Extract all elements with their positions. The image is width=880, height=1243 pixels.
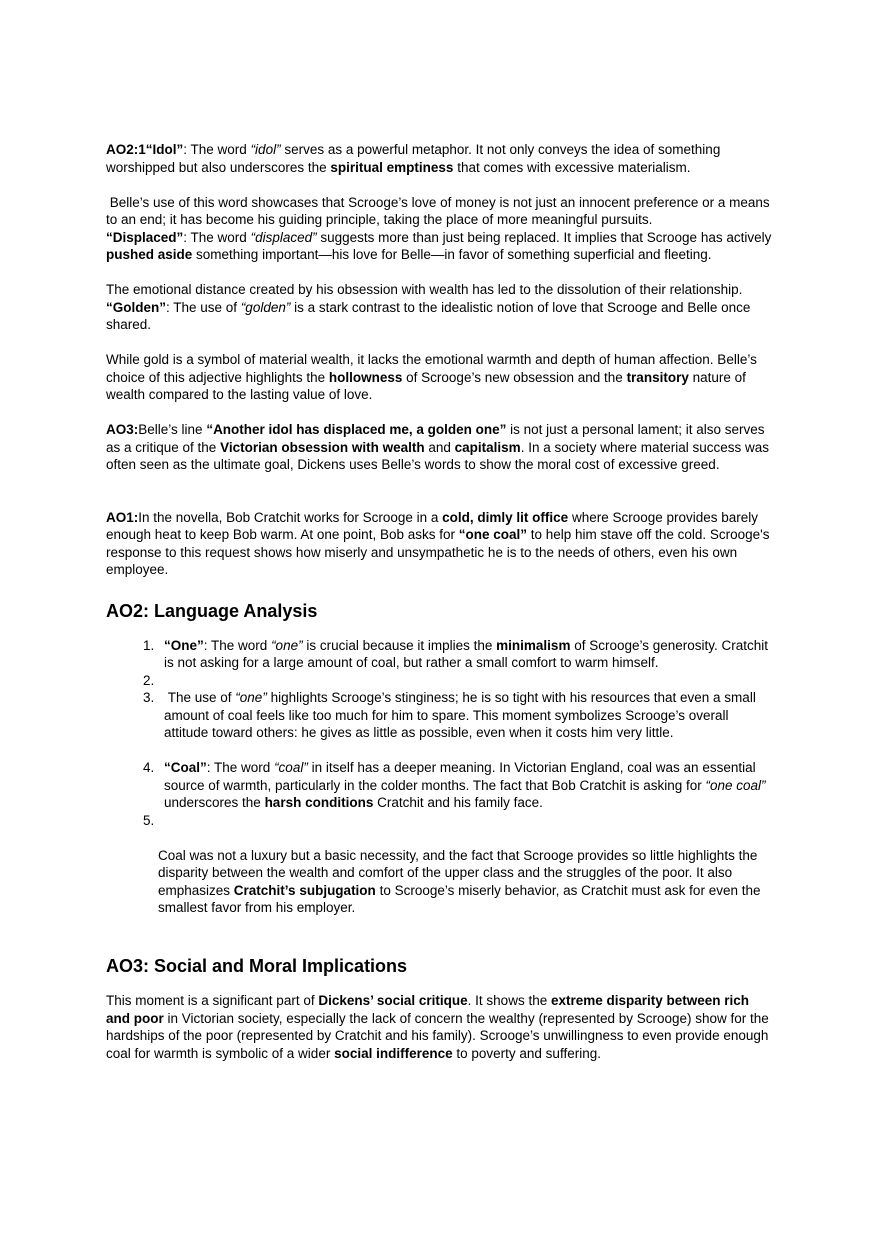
text-run: The emotional distance created by his obsession with wealth has led to the dissolution of their relationship. [106,282,743,297]
paragraph [106,299,775,334]
italic-text-run: “one coal” [705,777,766,793]
text-run: : The word [203,637,272,653]
blank-line [106,264,775,282]
blank-line [106,829,775,847]
text-run: is a stark contrast to the idealistic notion of love that Scrooge and Belle once shared. [106,299,751,332]
bold-text-run: social indifference [334,1045,453,1061]
section-heading: AO3: Social and Moral Implications [106,956,408,976]
blank-line [106,176,775,194]
bold-text-run: cold, dimly lit office [442,509,569,525]
text-run: that comes with excessive materialism. [453,159,691,175]
text-run: Belle’s line [138,422,207,437]
paragraph [106,421,775,474]
bold-text-run: AO2:1“Idol” [106,142,184,157]
text-run: . It shows the [467,993,551,1008]
italic-text-run: “coal” [274,760,308,775]
blank-line [106,491,775,509]
text-run: is not just a personal lament; it also serves as a critique of the [106,422,765,455]
text-run: In the novella, Bob Cratchit works for Scrooge in a [138,509,443,525]
bold-text-run: “one coal” [458,527,527,542]
text-run: This moment is a significant part of [106,993,319,1008]
bold-text-run: “One” [164,637,204,653]
bold-text-run: “Another idol has displaced me, a golden one” [206,422,507,437]
paragraph [106,194,775,229]
text-run: in Victorian society, especially the lack of concern the wealthy (represented by Scrooge) show for the hardships of the poor (represented by Cratchit and his family). Scrooge’s unwillingness to even provide enough coal for warmth is symbolic of a wider [106,1010,769,1061]
bold-text-run: minimalism [496,637,571,653]
text-run: in itself has a deeper meaning. In Victorian England, coal was an essential source of warmth, particularly in the colder months. The fact that Bob Cratchit is asking for [164,760,756,793]
paragraph [106,992,775,1062]
text-run: : The word [183,142,251,157]
section-heading: AO2: Language Analysis [106,600,318,621]
text-run: Belle’s use of this word showcases that Scrooge’s love of money is not just an innocent preference or a means to an end; it has become his guiding principle, taking the place of more meaningful pursuits. [106,194,770,227]
text-run: underscores the [164,795,265,810]
text-run: suggests more than just being replaced. It implies that Scrooge has actively [316,229,772,245]
text-run: The use of [164,690,236,705]
list-item [158,637,775,672]
paragraph [158,847,775,917]
bold-text-run: Dickens’ social critique [318,993,468,1008]
paragraph [106,509,775,579]
text-run: : The word [206,760,275,775]
text-run: of Scrooge’s generosity. Cratchit is not asking for a large amount of coal, but rather a small comfort to warm himself. [164,637,769,670]
text-run: While gold is a symbol of material wealth, it lacks the emotional warmth and depth of human affection. Belle’s choice of this adjective highlights the [106,352,757,385]
bold-text-run: Victorian obsession with wealth [220,439,425,455]
text-run: Coal was not a luxury but a basic necessity, and the fact that Scrooge provides so little highlights the disparity between the wealth and comfort of the upper class and the struggles of the poor. It also emphasizes [158,847,758,898]
paragraph [106,141,775,176]
text-run: is crucial because it implies the [302,637,497,653]
text-run: nature of wealth compared to the lasting value of love. [106,369,746,402]
list-item [158,759,775,812]
text-run: serves as a powerful metaphor. It not only conveys the idea of something worshipped but also underscores the [106,142,721,175]
italic-text-run: “one” [235,690,267,705]
bold-text-run: extreme disparity between rich and poor [106,993,750,1026]
text-run: to Scrooge’s miserly behavior, as Cratchit must ask for even the smallest favor from his employer. [158,882,761,915]
list-item-empty [158,672,775,690]
blank-line [106,917,775,935]
blank-line [106,404,775,422]
bold-text-run: AO1: [106,509,139,525]
bold-text-run: “Coal” [164,760,207,775]
italic-text-run: “golden” [240,299,291,315]
bold-text-run: “Golden” [106,299,166,315]
text-run: to help him stave off the cold. Scrooge's response to this request shows how miserly and unsympathetic he is to the needs of others, even his own employee. [106,527,770,577]
text-run: Cratchit and his family face. [373,795,543,810]
italic-text-run: “one” [271,637,303,653]
bold-text-run: “Displaced” [106,229,184,245]
bold-text-run: spiritual emptiness [330,159,454,175]
bold-text-run: pushed aside [106,247,193,262]
blank-line [106,334,775,352]
italic-text-run: “idol” [250,142,281,157]
text-run: . In a society where material success was often seen as the ultimate goal, Dickens uses Belle’s words to show the moral cost of excessive greed. [106,439,770,472]
text-run: : The word [183,229,251,245]
bold-text-run: harsh conditions [264,795,374,810]
text-run: and [424,439,455,455]
italic-text-run: “displaced” [250,229,317,245]
bold-text-run: capitalism [454,439,521,455]
bold-text-run: AO3: [106,422,139,437]
text-run: of Scrooge’s new obsession and the [402,369,627,385]
paragraph [106,281,775,299]
numbered-list [106,637,775,830]
paragraph [106,229,775,264]
bold-text-run: Cratchit’s subjugation [233,882,376,898]
blank-line [106,474,775,492]
paragraph [106,351,775,404]
bold-text-run: hollowness [328,369,403,385]
bold-text-run: transitory [626,369,689,385]
text-run: to poverty and suffering. [452,1045,601,1061]
list-item-empty [158,812,775,830]
text-run: : The use of [166,299,241,315]
text-run: highlights Scrooge’s stinginess; he is so tight with his resources that even a small amount of coal feels like too much for him to spare. This moment symbolizes Scrooge’s overall attitude toward others: he gives as little as possible, even when it costs him very little. [164,690,756,740]
text-run: something important—his love for Belle—in favor of something superficial and fleeting. [192,247,712,262]
list-item [158,689,775,742]
text-run: where Scrooge provides barely enough heat to keep Bob warm. At one point, Bob asks for [106,509,759,542]
